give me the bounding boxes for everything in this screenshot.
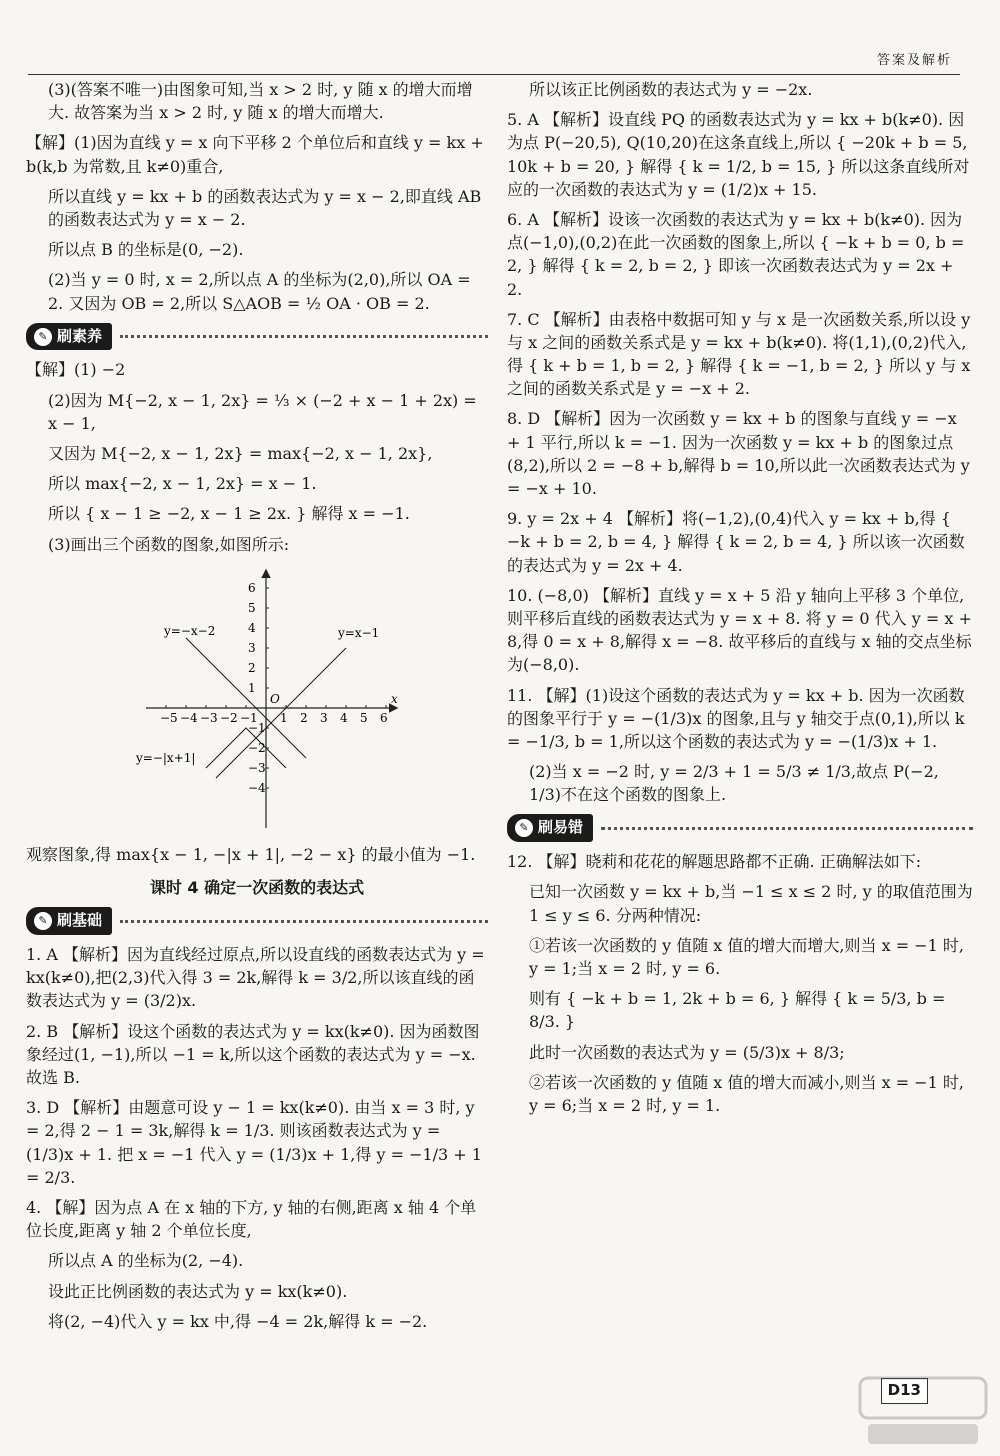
answer-q9: 9. y = 2x + 4 【解析】将(−1,2),(0,4)代入 y = kx + b,得 { −k + b = 2, b = 4, } 解得 { k = 2, b = 4, } 所以该一次函数的表达式为 y = 2x + 4. (507, 509, 965, 575)
y-tick-label: −3 (248, 760, 266, 775)
x-tick-label: 3 (320, 710, 328, 725)
answer-q4-line2: 所以点 A 的坐标为(2, −4). (48, 1251, 244, 1271)
x-tick-label: 4 (340, 710, 348, 725)
function-graph (106, 563, 488, 839)
left-column (26, 78, 488, 1340)
answer-q12-line5: 此时一次函数的表达式为 y = (5/3)x + 8/3; (529, 1042, 845, 1062)
answer-q5: 5. A 【解析】设直线 PQ 的函数表达式为 y = kx + b(k≠0). 因为点 P(−20,5), Q(10,20)在这条直线上,所以 { −20k + b = 5, 10k + b = 20, } 解得 { k = 1/2, b = 15, } 所以这条直线所对应的一次函数的表达式为 y = (1/2)x + 15. (507, 110, 970, 199)
dotted-divider (120, 335, 488, 338)
answer-q12-line4: 则有 { −k + b = 1, 2k + b = 6, } 解得 { k = 5/3, b = 8/3. } (529, 989, 946, 1032)
y-tick-label: 4 (248, 620, 256, 635)
answer-q11-part2: (2)当 x = −2 时, y = 2/3 + 1 = 5/3 ≠ 1/3,故点 P(−2, 1/3)不在这个函数的图象上. (529, 762, 939, 805)
badge-label: 刷易错 (538, 818, 584, 837)
x-axis-label: x (391, 691, 398, 706)
q9-line3: 又因为 M{−2, x − 1, 2x} = max{−2, x − 1, 2x}, (48, 444, 433, 463)
x-tick-label: 2 (300, 710, 308, 725)
badge-label: 刷素养 (57, 326, 103, 345)
right-column (507, 78, 973, 1124)
dotted-divider (120, 920, 488, 923)
x-tick-label: −4 (180, 710, 198, 725)
x-tick-label: −3 (200, 710, 218, 725)
x-tick-label: −1 (240, 710, 258, 725)
x-tick-label: −5 (160, 710, 178, 725)
dotted-divider (601, 827, 973, 830)
answer-q12-line6: ②若该一次函数的 y 值随 x 值的增大而减小,则当 x = −1 时, y = 6;当 x = 2 时, y = 1. (529, 1072, 964, 1115)
x-tick-label: −2 (220, 710, 238, 725)
badge-label: 刷基础 (57, 911, 103, 930)
origin-label: O (270, 691, 280, 706)
answer-q11-part1: 11. 【解】(1)设这个函数的表达式为 y = kx + b. 因为一次函数的图象平行于 y = −(1/3)x 的图象,且与 y 轴交于点(0,1),所以 k = −1/3, b = 1,所以这个函数的表达式为 y = −(1/3)x + 1. (507, 685, 965, 751)
pencil-icon: ✎ (34, 912, 52, 930)
q8-line3: 所以点 B 的坐标是(0, −2). (48, 240, 244, 260)
answer-q12-line3: ①若该一次函数的 y 值随 x 值的增大而增大,则当 x = −1 时, y = 1;当 x = 2 时, y = 6. (529, 935, 964, 978)
x-tick-label: 5 (360, 710, 368, 725)
y-tick-label: 5 (248, 600, 256, 615)
y-tick-label: 2 (248, 660, 256, 675)
label-x-minus-1: y=x−1 (338, 625, 380, 640)
answer-q10: 10. (−8,0) 【解析】直线 y = x + 5 沿 y 轴向上平移 3 个单位,则平移后直线的函数表达式为 y = x + 8. 将 y = 0 代入 y = x + 8,得 0 = x + 8,解得 x = −8. 故平移后的直线与 x 轴的交点坐标为(−8,0). (507, 585, 972, 675)
answer-q4-line1: 4. 【解】因为点 A 在 x 轴的下方, y 轴的右侧,距离 x 轴 4 个单位长度,距离 y 轴 2 个单位长度, (26, 1197, 477, 1241)
y-tick-label: −2 (248, 740, 266, 755)
page-header: 答案及解析 (876, 53, 952, 68)
x-tick-label: 1 (280, 710, 288, 725)
answer-q4-line3: 设此正比例函数的表达式为 y = kx(k≠0). (48, 1281, 348, 1301)
pencil-icon: ✎ (515, 819, 533, 837)
q9-line6: (3)画出三个函数的图象,如图所示: (48, 534, 290, 554)
q9-line2: (2)因为 M{−2, x − 1, 2x} = ⅓ × (−2 + x − 1 + 2x) = x − 1, (48, 390, 477, 433)
x-tick-label: 6 (380, 710, 388, 725)
q7-part3: (3)(答案不唯一)由图象可知,当 x > 2 时, y 随 x 的增大而增大. 故答案为当 x > 2 时, y 随 x 的增大而增大. (48, 80, 473, 123)
lesson-title: 课时 4 确定一次函数的表达式 (149, 878, 365, 898)
answer-q3: 3. D 【解析】由题意可设 y − 1 = kx(k≠0). 由当 x = 3 时, y = 2,得 2 − 1 = 3k,解得 k = 1/3. 则该函数表达式为 y = (1/3)x + 1. 把 x = −1 代入 y = (1/3)x + 1,得 y = −1/3 + 1 = 2/3. (26, 1098, 482, 1187)
header-rule (28, 74, 960, 75)
label-neg-x-minus-2: y=−x−2 (164, 623, 216, 638)
q9-line5: 所以 { x − 1 ≥ −2, x − 1 ≥ 2x. } 解得 x = −1. (48, 504, 410, 524)
page-number: D13 (881, 1378, 928, 1404)
y-tick-label: 1 (248, 680, 256, 695)
label-neg-abs: y=−|x+1| (136, 750, 196, 765)
answer-q7: 7. C 【解析】由表格中数据可知 y 与 x 是一次函数关系,所以设 y 与 x 之间的函数关系式是 y = kx + b(k≠0). 将(1,1),(0,2)代入,得 { k + b = 1, b = 2, } 解得 { k = −1, b = 2, } 所以 y 与 x 之间的函数关系式是 y = −x + 2. (507, 309, 971, 399)
section-badge-errors (507, 814, 973, 842)
line-y-neg-x-minus-2 (186, 638, 306, 758)
badge-box (26, 323, 112, 351)
graph-svg (106, 563, 406, 833)
q9-line4: 所以 max{−2, x − 1, 2x} = x − 1. (48, 474, 317, 494)
badge-box (26, 907, 112, 935)
q8-line1: 【解】(1)因为直线 y = x 向下平移 2 个单位后和直线 y = kx + b(k,b 为常数,且 k≠0)重合, (26, 133, 484, 176)
answer-q12-line1: 12. 【解】晓莉和花花的解题思路都不正确. 正确解法如下: (507, 852, 922, 872)
answer-q8: 8. D 【解析】因为一次函数 y = kx + b 的图象与直线 y = −x + 1 平行,所以 k = −1. 因为一次函数 y = kx + b 的图象过点(8,2),所以 2 = −8 + b,解得 b = 10,所以此一次函数表达式为 y = −x + 10. (507, 409, 970, 498)
q8-line4: (2)当 y = 0 时, x = 2,所以点 A 的坐标为(2,0),所以 OA = 2. 又因为 OB = 2,所以 S△AOB = ½ OA · OB = 2. (48, 270, 471, 313)
y-tick-label: 6 (248, 580, 256, 595)
y-tick-label: −1 (248, 720, 266, 735)
answer-q12-line2: 已知一次函数 y = kx + b,当 −1 ≤ x ≤ 2 时, y 的取值范围为 1 ≤ y ≤ 6. 分两种情况: (529, 882, 973, 925)
answer-q4-line5: 所以该正比例函数的表达式为 y = −2x. (529, 80, 813, 99)
answer-q4-line4: 将(2, −4)代入 y = kx 中,得 −4 = 2k,解得 k = −2. (48, 1311, 428, 1331)
badge-box (507, 814, 593, 842)
q9-line1: 【解】(1) −2 (26, 360, 126, 380)
section-badge-basics (26, 907, 488, 935)
pencil-icon: ✎ (34, 328, 52, 346)
q9-line7: 观察图象,得 max{x − 1, −|x + 1|, −2 − x} 的最小值为 −1. (26, 844, 476, 864)
y-tick-label: −4 (248, 780, 266, 795)
watermark-logo (858, 1376, 988, 1448)
q8-line2: 所以直线 y = kx + b 的函数表达式为 y = x − 2,即直线 AB 的函数表达式为 y = x − 2. (48, 186, 482, 229)
answer-q6: 6. A 【解析】设该一次函数的表达式为 y = kx + b(k≠0). 因为点(−1,0),(0,2)在此一次函数的图象上,所以 { −k + b = 0, b = 2, } 解得 { k = 2, b = 2, } 即该一次函数表达式为 y = 2x + 2. (507, 209, 965, 299)
y-tick-label: 3 (248, 640, 256, 655)
answer-q2: 2. B 【解析】设这个函数的表达式为 y = kx(k≠0). 因为函数图象经过(1, −1),所以 −1 = k,所以这个函数的表达式为 y = −x. 故选 B. (26, 1021, 480, 1087)
answer-q1: 1. A 【解析】因为直线经过原点,所以设直线的函数表达式为 y = kx(k≠0),把(2,3)代入得 3 = 2k,解得 k = 3/2,所以该直线的函数表达式为 y = (3/2)x. (26, 945, 485, 1011)
section-badge-literacy (26, 323, 488, 351)
